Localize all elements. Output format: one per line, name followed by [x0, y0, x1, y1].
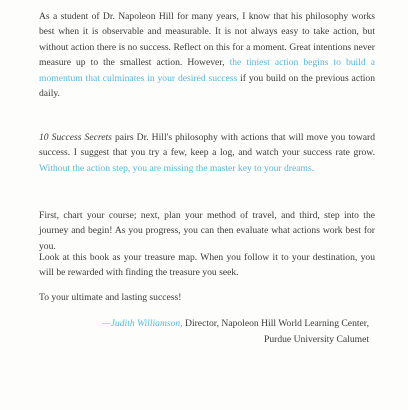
highlighted-quote-momentum: the tiniest action begins to build a momentum that culminates in your desired success — [39, 57, 375, 84]
highlighted-quote-master-key: Without the action step, you are missing the master key to your dreams. — [39, 162, 315, 174]
book-title: 10 Success Secrets — [39, 132, 112, 143]
paragraph-intro-text-b: if you build on the previous action daily. — [39, 72, 376, 100]
signature-line-2: Purdue University Calumet — [264, 334, 369, 345]
paragraph-chart-course: First, chart your course; next, plan your method of travel, and third, step into the journey and begin! As you progress, you can then evaluate what actions work best for you. — [39, 210, 375, 252]
paragraph-book-description — [39, 130, 375, 176]
paragraph-book-description-text: pairs Dr. Hill's philosophy with actions that will move you toward success. I suggest that you try a few, keep a log, and watch your success rate grow. — [39, 132, 375, 159]
paragraph-treasure-map: Look at this book as your treasure map. When you follow it to your destination, you will be rewarded with finding the treasure you seek. — [39, 252, 375, 279]
paragraph-closing: To your ultimate and lasting success! — [39, 292, 182, 303]
signature-line-1 — [39, 316, 369, 331]
signature-title-1: Director, Napoleon Hill World Learning Center, — [182, 318, 369, 329]
paragraph-intro — [39, 9, 375, 101]
signature-name: —Judith Williamson, — [102, 318, 183, 329]
paragraph-intro-text-a: As a student of Dr. Napoleon Hill for many years, I know that his philosophy works best when it is observable and measurable. It is not always easy to take action, but without action there is no success. Reflect on this for a moment. Great intentions never measure up to the smallest action. However, — [39, 11, 375, 69]
